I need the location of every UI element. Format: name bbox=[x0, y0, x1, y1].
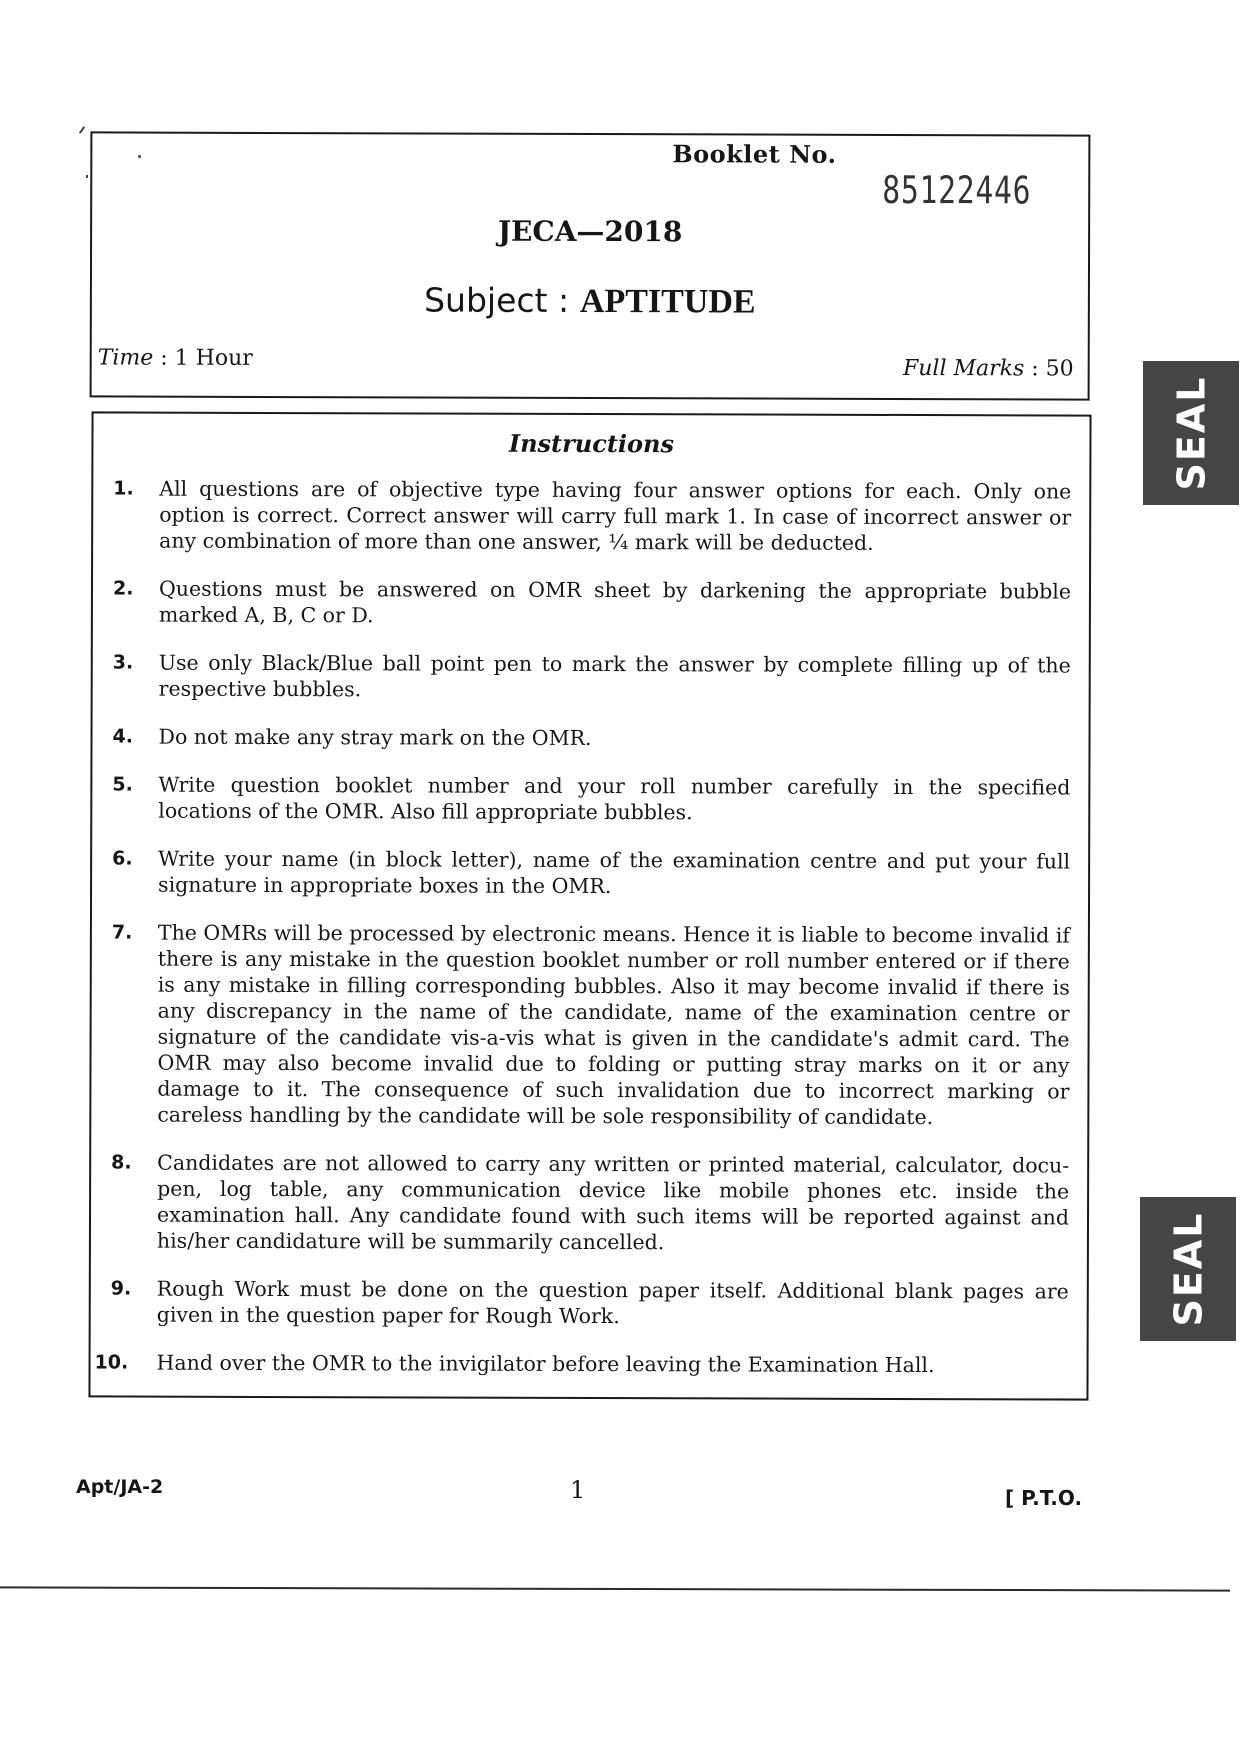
marks-line bbox=[903, 356, 1074, 382]
instruction-number: 3. bbox=[112, 651, 134, 674]
instruction-number: 8. bbox=[111, 1151, 132, 1174]
header-box bbox=[90, 131, 1091, 400]
booklet-label: Booklet No. bbox=[672, 139, 837, 169]
instruction-text: Hand over the OMR to the invigilator before leaving the Examination Hall. bbox=[156, 1350, 935, 1378]
bottom-rule bbox=[0, 1586, 1230, 1591]
instruction-item bbox=[93, 575, 1089, 630]
scan-mark bbox=[79, 126, 85, 134]
instruction-text: Candidates are not allowed to carry any written or printed material, calculator, docu-pen, log table, any communication device like mobile phones etc. inside the examination hall. Any candidate found with such items will be reported against and his/her candidature will be summarily cancelled. bbox=[156, 1150, 1070, 1255]
instruction-text: Use only Black/Blue ball point pen to mark the answer by complete filling up of the respective bubbles. bbox=[158, 650, 1071, 702]
instruction-text: Write your name (in block letter), name of the examination centre and put your full signature in appropriate boxes in the OMR. bbox=[158, 846, 1071, 899]
instruction-text: Write question booklet number and your roll number carefully in the specified locations of the OMR. Also fill appropriate bubbles. bbox=[158, 772, 1071, 825]
instruction-number: 10. bbox=[94, 1351, 129, 1374]
time-line bbox=[98, 345, 253, 370]
seal-stamp bbox=[1143, 361, 1239, 505]
pto-label: [ P.T.O. bbox=[1005, 1486, 1083, 1510]
instruction-number: 2. bbox=[112, 577, 134, 600]
page-number: 1 bbox=[570, 1476, 586, 1504]
instruction-number: 5. bbox=[112, 773, 133, 796]
instructions-title: Instructions bbox=[508, 428, 675, 459]
instructions-list bbox=[90, 475, 1089, 1400]
instruction-item bbox=[93, 475, 1089, 556]
subject-line bbox=[92, 279, 1088, 322]
instruction-number: 6. bbox=[112, 847, 133, 870]
paper-code: Apt/JA-2 bbox=[76, 1476, 164, 1498]
time-value: : 1 Hour bbox=[160, 345, 253, 371]
instruction-item bbox=[91, 1149, 1087, 1256]
instruction-number: 7. bbox=[111, 921, 133, 944]
seal-stamp bbox=[1140, 1197, 1236, 1341]
instruction-text: Do not make any stray mark on the OMR. bbox=[158, 724, 592, 751]
exam-code: JECA—2018 bbox=[497, 214, 683, 249]
instruction-number: 9. bbox=[110, 1277, 132, 1300]
seal-label: SEAL bbox=[1166, 1211, 1211, 1327]
subject-label: Subject : bbox=[424, 280, 570, 320]
instruction-number: 1. bbox=[113, 477, 134, 500]
instruction-number: 4. bbox=[112, 725, 134, 748]
instruction-text: The OMRs will be processed by electronic means. Hence it is liable to become invalid if there is any mistake in the question booklet number or roll number entered or if there is any mistake in filling corresponding bubbles. Also it may become invalid if there is any discrepancy in the name of the candidate, name of the examination centre or signature of the candidate vis-a-vis what is given in the candidate's admit card. The OMR may also become invalid due to folding or putting stray marks on it or any damage to it. The consequence of such invalidation due to incorrect marking or careless handling by the candidate will be sole responsibility of candidate. bbox=[157, 920, 1070, 1130]
instruction-item bbox=[92, 771, 1088, 826]
instruction-text: Rough Work must be done on the question paper itself. Additional blank pages are given in the question paper for Rough Work. bbox=[156, 1276, 1069, 1329]
instruction-item bbox=[92, 723, 1088, 752]
marks-value: : 50 bbox=[1031, 356, 1074, 382]
scan-mark bbox=[86, 175, 88, 178]
instruction-text: Questions must be answered on OMR sheet by darkening the appropriate bubble marked A, B, C or D. bbox=[158, 576, 1072, 628]
instruction-item bbox=[91, 919, 1088, 1130]
booklet-number: 85122446 bbox=[882, 167, 1032, 213]
subject-value: APTITUDE bbox=[579, 282, 756, 321]
instruction-text: All questions are of objective type having four answer options for each. Only one option is correct. Correct answer will carry full mark 1. In case of incorrect answer or any combination of more than one answer, ¼ mark will be deducted. bbox=[159, 476, 1072, 555]
instruction-item bbox=[91, 1349, 1087, 1378]
time-label: Time bbox=[97, 345, 154, 371]
marks-label: Full Marks bbox=[902, 355, 1025, 382]
instruction-item bbox=[93, 649, 1089, 704]
instruction-item bbox=[91, 1275, 1087, 1330]
instructions-box bbox=[88, 411, 1091, 1400]
instruction-item bbox=[92, 845, 1088, 900]
seal-label: SEAL bbox=[1169, 375, 1214, 491]
